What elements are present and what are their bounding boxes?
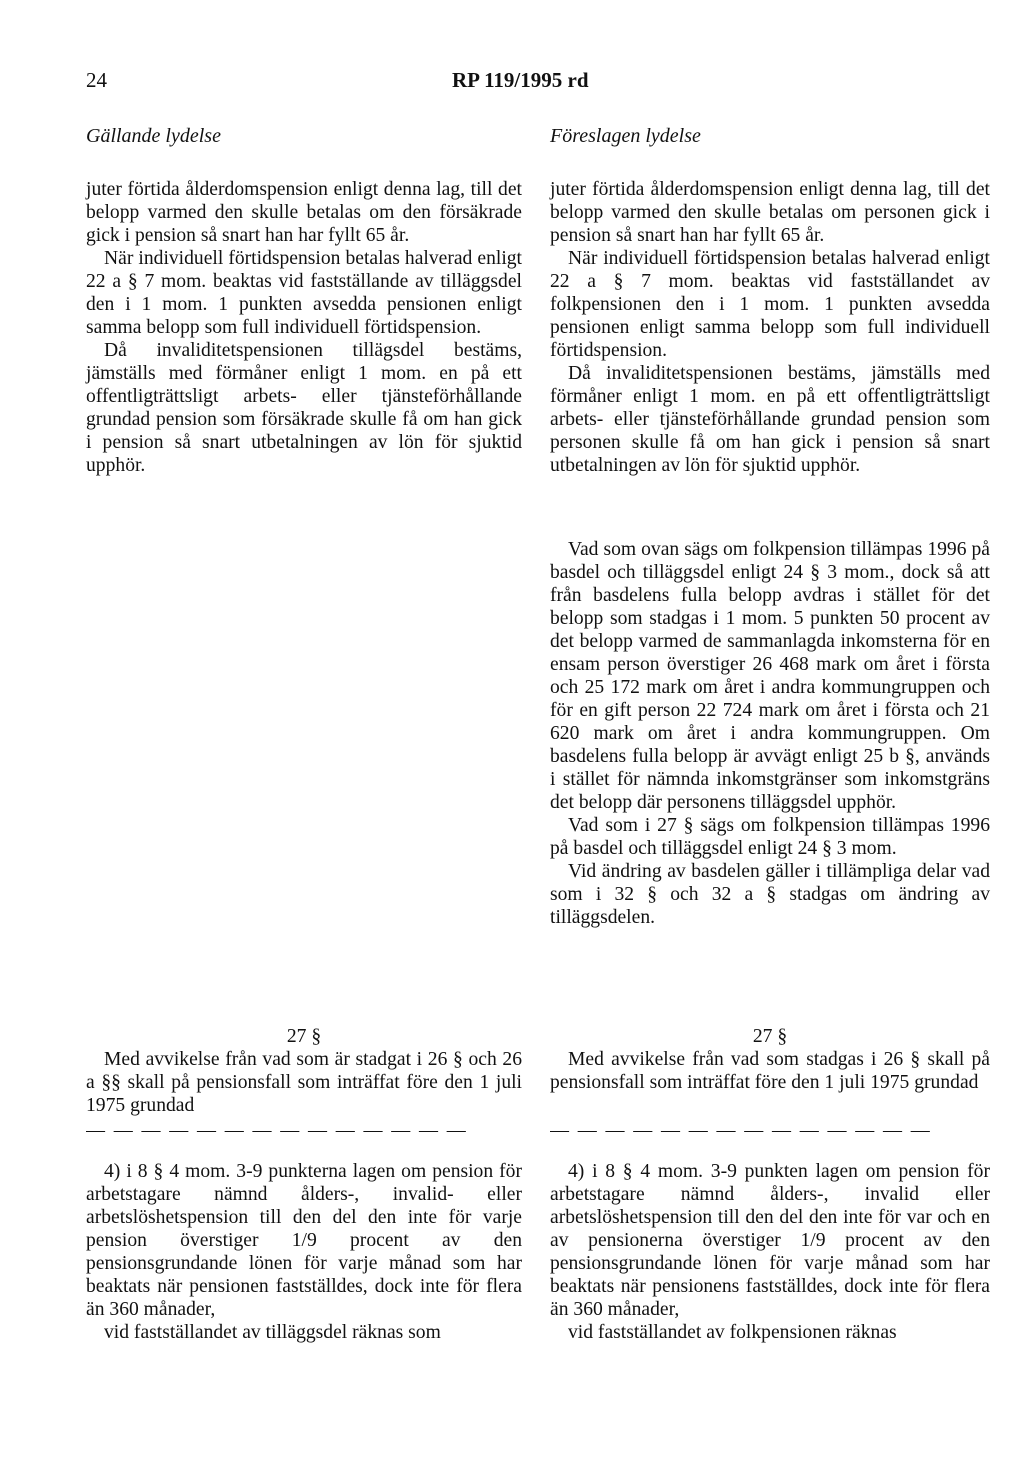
right-paragraph-5: Vad som i 27 § sägs om folkpension tillämpas 1996 på basdel och tilläggsdel enligt 24 § 3 mom. (550, 815, 990, 859)
left-section-text: Med avvikelse från vad som är stadgat i 26 § och 26 a §§ skall på pensionsfall som inträffat före den 1 juli 1975 grundad (86, 1049, 522, 1116)
left-paragraph-2: När individuell förtidspension betalas halverad enligt 22 a § 7 mom. beaktas vid fastställande av tilläggsdel den i 1 mom. 1 punkten avsedda pensionen enligt samma belopp som full individuell förtidspension. (86, 248, 522, 338)
right-paragraph-2: När individuell förtidspension betalas halverad enligt 22 a § 7 mom. beaktas vid fastställandet av folkpensionen den i 1 mom. 1 punkten avsedda pensionen enligt samma belopp som full individuell förtidspension. (550, 248, 990, 361)
left-current-text (86, 178, 522, 477)
right-omission-dashes: — — — — — — — — — — — — — — (550, 1120, 932, 1141)
right-proposed-text (550, 178, 990, 477)
left-section-heading: 27 § (286, 1026, 322, 1047)
left-omission-dashes: — — — — — — — — — — — — — — (86, 1120, 468, 1141)
page-number: 24 (86, 68, 107, 92)
left-paragraph-5: vid fastställandet av tilläggsdel räknas som (104, 1322, 441, 1343)
right-section-heading: 27 § (752, 1026, 788, 1047)
left-item-4 (86, 1160, 522, 1344)
left-paragraph-3: Då invaliditetspensionen tillägsdel bestäms, jämställs med förmåner enligt 1 mom. en på ett offentligträttsligt arbets- eller tjänsteförhållande grundad pension som försäkrade skulle få om han gick i pension så snart utbetalningen av lön för sjuktid upphör. (86, 340, 522, 476)
right-paragraph-4: Vad som ovan sägs om folkpension tillämpas 1996 på basdel och tilläggsdel enligt 24 § 3 mom., dock så att från basdelens fulla belopp avdras i stället för det belopp som stadgas i 1 mom. 5 punkten 50 procent av det belopp varmed de sammanlagda inkomsterna för en ensam person överstiger 26 468 mark om året i första och 25 172 mark om året i andra kommungruppen och för en gift person 22 724 mark om året i första och 21 620 mark om året i andra kommungruppen. Om basdelens fulla belopp är avvägt enligt 25 b §, används i stället för nämnda inkomstgränser som inkomstgräns det belopp där personens tilläggsdel upphör. (550, 539, 990, 813)
right-paragraph-7: 4) i 8 § 4 mom. 3-9 punkten lagen om pension för arbetstagare nämnd ålders-, invalid eller arbetslöshetspension till den del den inte för var och en av pensionerna överstiger 1/9 procent av den pensionsgrundande lönen för varje månad som har beaktats när pensionens fastställdes, dock inte för flera än 360 månader, (550, 1161, 990, 1320)
right-paragraph-8: vid fastställandet av folkpensionen räknas (568, 1322, 897, 1343)
right-item-4 (550, 1160, 990, 1344)
right-paragraph-3: Då invaliditetspensionen bestäms, jämställs med förmåner enligt 1 mom. en på ett offentligträttsligt arbets- eller tjänsteförhållande grundad pension som personen skulle få om han gick i pension så snart utbetalningen av lön för sjuktid upphör. (550, 363, 990, 476)
right-paragraph-1: juter förtida ålderdomspension enligt denna lag, till det belopp varmed den skulle betalas om personen gick i pension så snart han har fyllt 65 år. (550, 179, 990, 246)
left-paragraph-1: juter förtida ålderdomspension enligt denna lag, till det belopp varmed den skulle betalas om den försäkrade gick i pension så snart han har fyllt 65 år. (86, 179, 522, 246)
left-paragraph-4: 4) i 8 § 4 mom. 3-9 punkterna lagen om pension för arbetstagare nämnd ålders-, invalid- eller arbetslöshetspension till den del den inte för varje pension överstiger 1/9 procent av den pensionsgrundande lönen för varje månad som har beaktats när pensionen fastställdes, dock inte för flera än 360 månader, (86, 1161, 522, 1320)
document-title: RP 119/1995 rd (452, 68, 589, 92)
right-section-text: Med avvikelse från vad som stadgas i 26 § skall på pensionsfall som inträffat före den 1 juli 1975 grundad (550, 1049, 990, 1093)
left-section-27 (86, 1025, 522, 1117)
right-paragraph-6: Vid ändring av basdelen gäller i tillämpliga delar vad som i 32 § och 32 a § stadgas om ändring av tilläggsdelen. (550, 861, 990, 928)
right-section-27 (550, 1025, 990, 1094)
right-column-heading: Föreslagen lydelse (550, 125, 701, 147)
left-column-heading: Gällande lydelse (86, 125, 221, 147)
right-transitional-text (550, 538, 990, 929)
